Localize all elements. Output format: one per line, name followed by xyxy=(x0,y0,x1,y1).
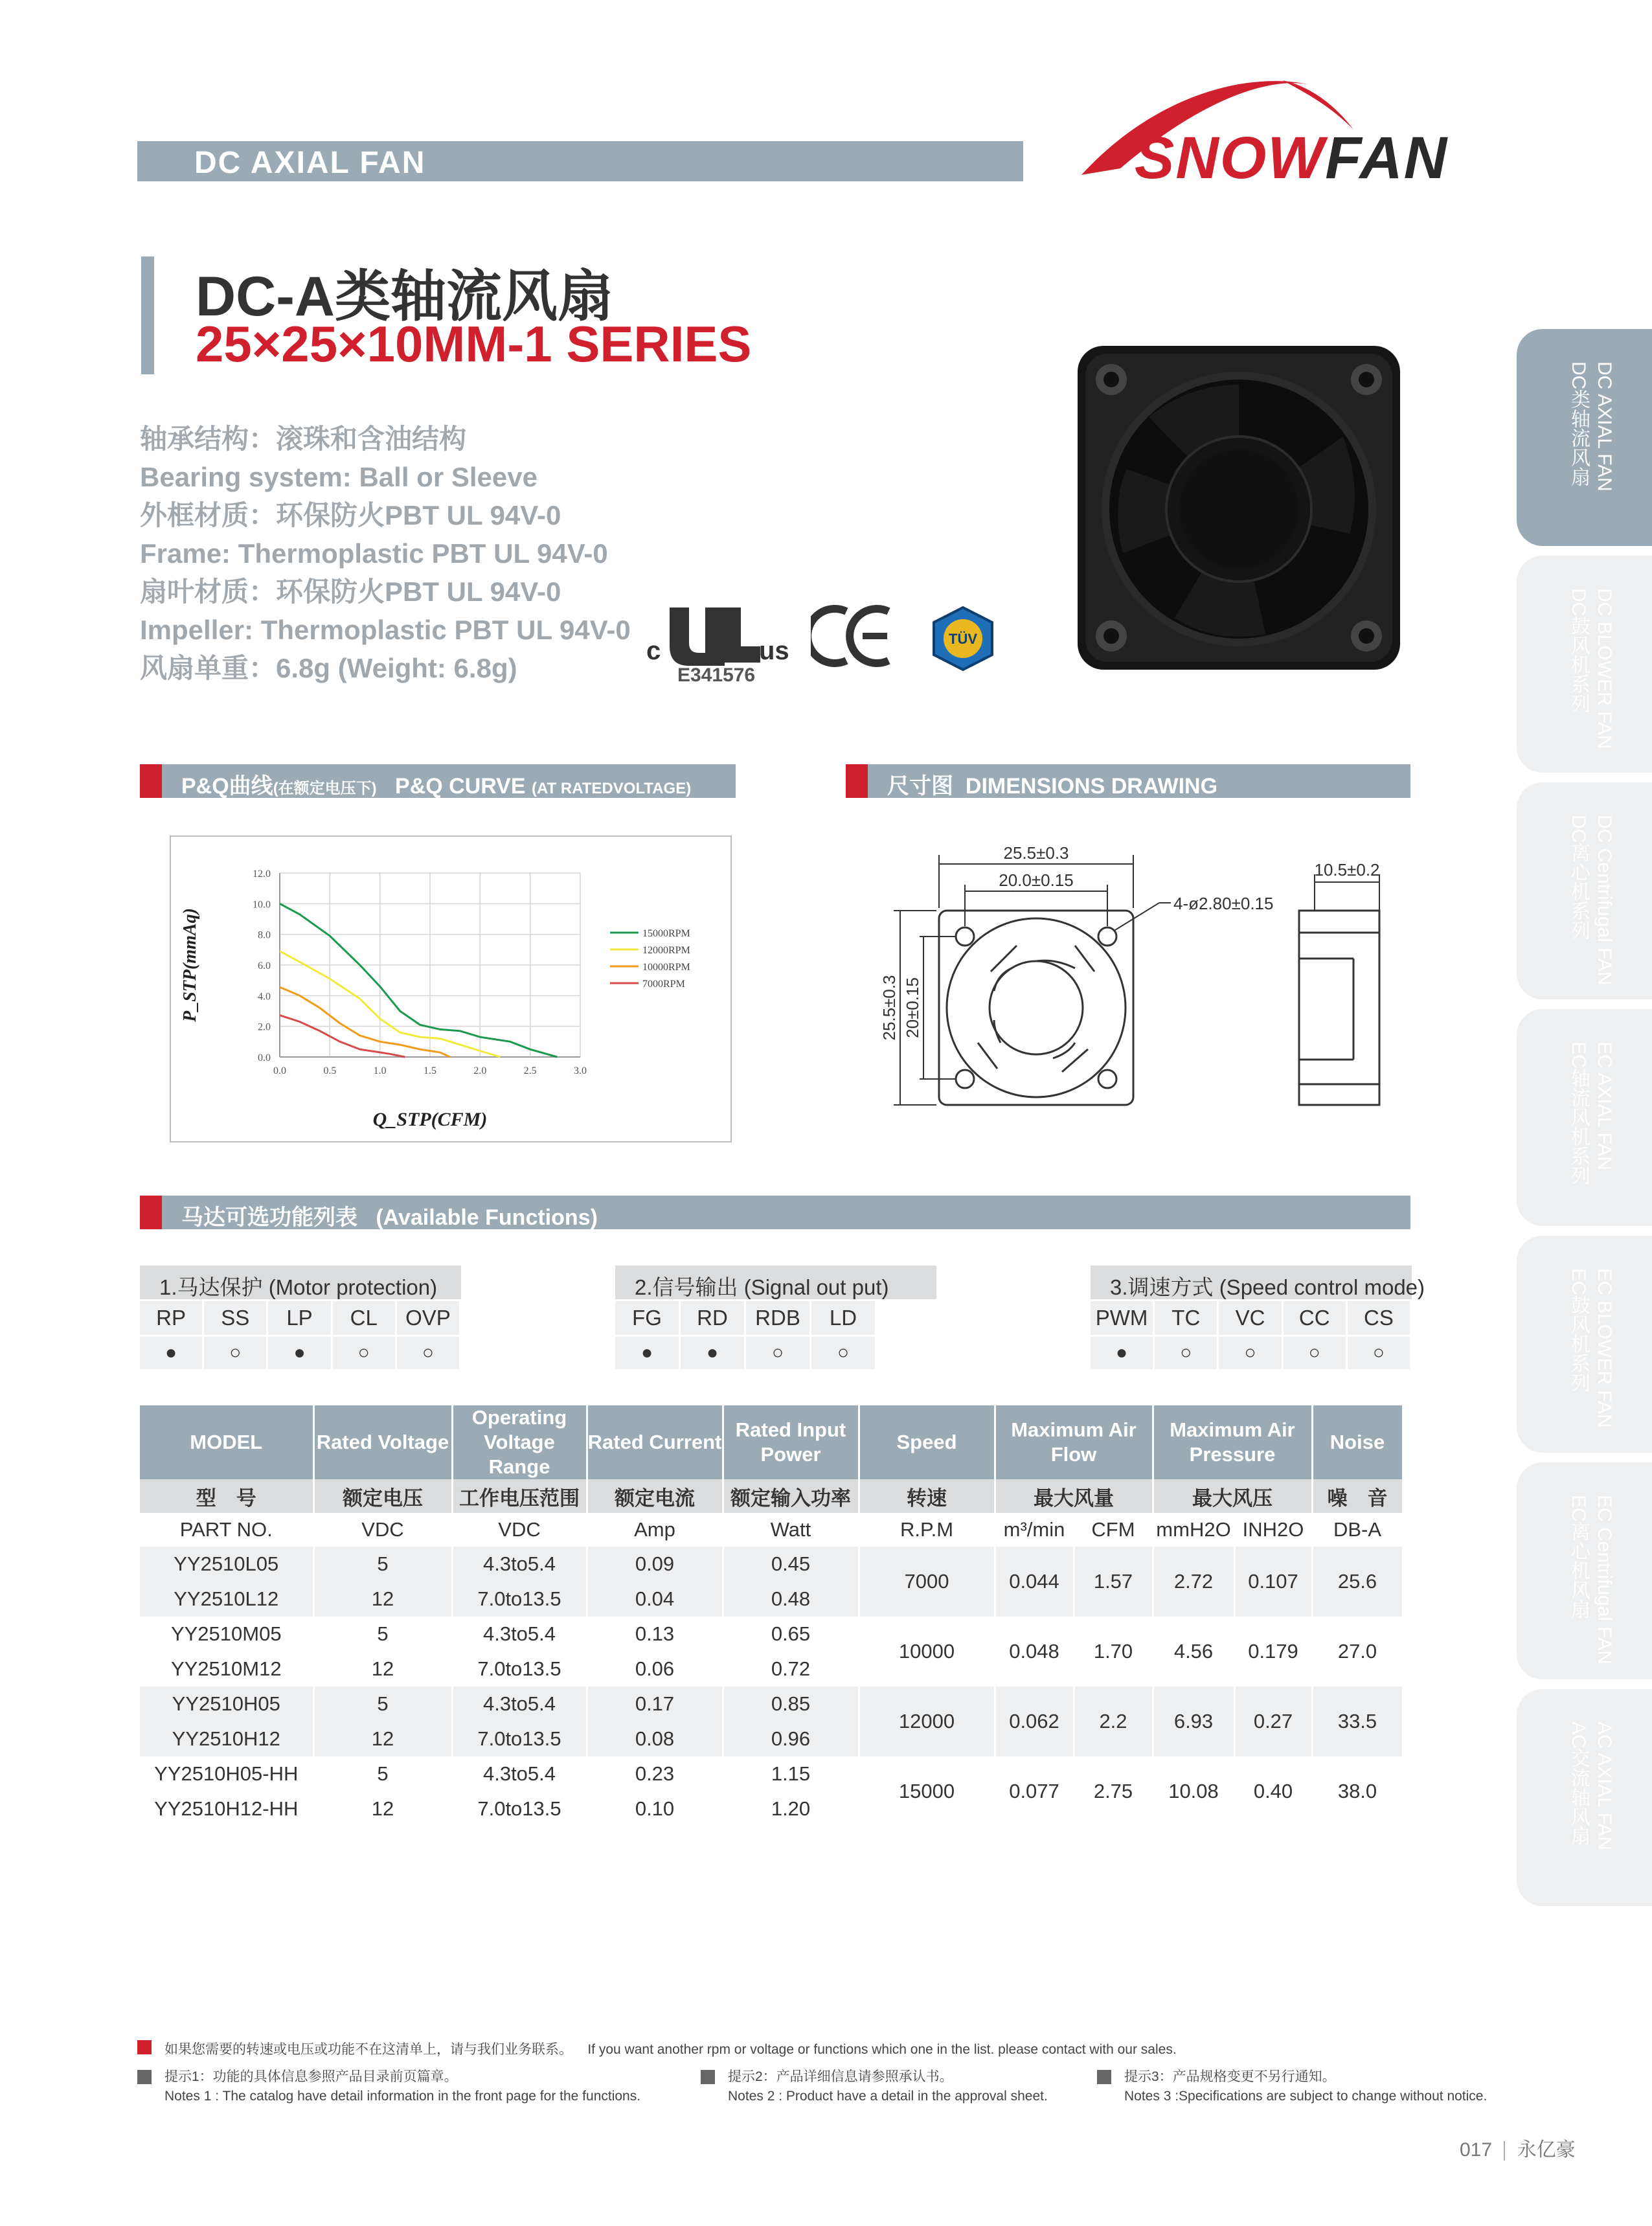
dim-cn-title: 尺寸图 xyxy=(887,774,953,799)
table-row xyxy=(140,1617,1403,1652)
spec-line: Impeller: Thermoplastic PBT UL 94V-0 xyxy=(140,615,631,645)
col-header: MODEL xyxy=(140,1405,313,1479)
cell-current: 0.13 xyxy=(587,1617,723,1652)
function-group-motor-protection xyxy=(140,1266,461,1369)
side-tab-ac-axial[interactable] xyxy=(1517,1689,1652,1906)
side-tab-label-en: AC AXIAL FAN xyxy=(1594,1721,1615,1850)
col-header-cn: 最大风压 xyxy=(1153,1479,1312,1513)
pq-cn-small: (在额定电压下) xyxy=(273,780,377,797)
dim-en-title: DIMENSIONS DRAWING xyxy=(965,774,1218,799)
col-header: Rated Voltage xyxy=(313,1405,452,1479)
spec-line: 风扇单重：6.8g (Weight: 6.8g) xyxy=(140,653,517,683)
cell-model: YY2510H05 xyxy=(140,1687,313,1721)
cell-voltage: 5 xyxy=(313,1547,452,1582)
x-tick-label: 1.5 xyxy=(424,1065,436,1076)
col-header: Maximum Air Pressure xyxy=(1153,1405,1312,1479)
cell-cfm: 1.70 xyxy=(1074,1617,1153,1687)
ul-us-text: us xyxy=(759,637,789,665)
title-rule xyxy=(141,256,154,374)
header-band xyxy=(137,141,1023,181)
cell-speed: 10000 xyxy=(859,1617,995,1687)
function-mark: ● xyxy=(140,1337,202,1369)
cell-voltage: 12 xyxy=(313,1791,452,1826)
cell-range: 7.0to13.5 xyxy=(452,1721,587,1756)
cell-power: 0.65 xyxy=(723,1617,859,1652)
table-header-row xyxy=(140,1405,1403,1479)
y-axis-label: P_STP(mmAq) xyxy=(180,908,200,1022)
note-main-cn: 如果您需要的转速或电压或功能不在这清单上，请与我们业务联系。 xyxy=(164,2042,572,2057)
dimension-drawing xyxy=(861,835,1412,1146)
cell-power: 1.15 xyxy=(723,1756,859,1791)
page-title-cn: DC-A类轴流风扇 xyxy=(196,266,613,328)
col-header-cn: 最大风量 xyxy=(995,1479,1153,1513)
series-line xyxy=(280,903,557,1057)
col-header: Noise xyxy=(1312,1405,1403,1479)
cell-range: 7.0to13.5 xyxy=(452,1652,587,1687)
function-mark: ○ xyxy=(204,1337,266,1369)
dim-pitch-label: 20.0±0.15 xyxy=(999,870,1074,890)
spec-list xyxy=(140,420,631,687)
pq-chart-svg xyxy=(171,837,730,1141)
cell-model: YY2510H05-HH xyxy=(140,1756,313,1791)
table-header-cn-row xyxy=(140,1479,1403,1513)
x-tick-label: 0.5 xyxy=(323,1065,337,1076)
cell-mmh2o: 2.72 xyxy=(1153,1547,1234,1617)
function-label: CC xyxy=(1284,1301,1346,1335)
tuv-mark-icon xyxy=(927,606,999,674)
y-tick-label: 10.0 xyxy=(253,899,271,911)
front-view xyxy=(939,911,1133,1105)
header-band-label: DC AXIAL FAN xyxy=(194,146,426,180)
side-tab-label-en: DC BLOWER FAN xyxy=(1594,588,1615,749)
cell-speed: 15000 xyxy=(859,1756,995,1826)
cell-speed: 7000 xyxy=(859,1547,995,1617)
x-tick-label: 2.5 xyxy=(523,1065,537,1076)
function-mark: ● xyxy=(268,1337,330,1369)
pq-chart xyxy=(170,835,732,1142)
y-tick-label: 4.0 xyxy=(258,991,271,1003)
functions-section-bar xyxy=(140,1196,1410,1229)
x-axis-label: Q_STP(CFM) xyxy=(372,1109,488,1130)
table-row xyxy=(140,1756,1403,1791)
col-header-cn: 噪 音 xyxy=(1312,1479,1403,1513)
col-header-cn: 额定输入功率 xyxy=(723,1479,859,1513)
y-tick-label: 8.0 xyxy=(258,929,271,941)
col-header-cn: 型 号 xyxy=(140,1479,313,1513)
x-tick-label: 3.0 xyxy=(574,1065,587,1076)
function-group-signal-output xyxy=(615,1266,936,1369)
function-mark: ● xyxy=(615,1337,679,1369)
side-tab-ec-centrifugal[interactable] xyxy=(1517,1462,1652,1679)
cell-noise: 33.5 xyxy=(1312,1687,1403,1756)
x-tick-label: 0.0 xyxy=(273,1065,286,1076)
side-tab-label-cn: EC轴流风机系列 xyxy=(1568,1041,1589,1185)
cell-current: 0.06 xyxy=(587,1652,723,1687)
ul-number: E341576 xyxy=(677,664,756,686)
col-header-cn: 额定电压 xyxy=(313,1479,452,1513)
cell-m3min: 0.062 xyxy=(995,1687,1074,1756)
cell-model: YY2510L12 xyxy=(140,1582,313,1617)
brand-fan: FAN xyxy=(1325,125,1449,191)
footer-brand: 永亿豪 xyxy=(1517,2139,1576,2161)
cell-cfm: 2.2 xyxy=(1074,1687,1153,1756)
unit-cell: DB-A xyxy=(1312,1513,1403,1547)
pq-curve-section-bar xyxy=(140,764,736,798)
pq-cn-title: P&Q曲线 xyxy=(181,774,273,799)
dim-outer-label: 25.5±0.3 xyxy=(1003,843,1069,863)
note-3-en: Notes 3 :Specifications are subject to change without notice. xyxy=(1124,2089,1488,2104)
legend-entry: 7000RPM xyxy=(642,979,685,990)
cell-noise: 38.0 xyxy=(1312,1756,1403,1826)
function-label: RDB xyxy=(746,1301,809,1335)
cell-range: 4.3to5.4 xyxy=(452,1617,587,1652)
side-tab-dc-axial[interactable] xyxy=(1517,329,1652,546)
col-header-cn: 转速 xyxy=(859,1479,995,1513)
y-tick-label: 6.0 xyxy=(258,960,271,971)
side-tab-dc-centrifugal[interactable] xyxy=(1517,782,1652,999)
tuv-text: TÜV xyxy=(949,631,977,647)
note-marker xyxy=(701,2070,715,2084)
unit-cell: PART NO. xyxy=(140,1513,313,1547)
dim-pitch-v-label: 20±0.15 xyxy=(903,977,922,1038)
series-line xyxy=(280,987,450,1057)
cell-voltage: 12 xyxy=(313,1652,452,1687)
function-group-title: 1.马达保护 (Motor protection) xyxy=(140,1266,461,1299)
side-tab-label-en: EC Centrifugal FAN xyxy=(1594,1495,1615,1664)
cell-range: 4.3to5.4 xyxy=(452,1756,587,1791)
table-row xyxy=(140,1547,1403,1582)
function-label: LP xyxy=(268,1301,330,1335)
series-line xyxy=(280,1016,405,1057)
function-mark: ○ xyxy=(1284,1337,1346,1369)
cell-m3min: 0.048 xyxy=(995,1617,1074,1687)
function-mark: ○ xyxy=(1219,1337,1281,1369)
cell-inh2o: 0.107 xyxy=(1234,1547,1312,1617)
function-mark: ● xyxy=(681,1337,744,1369)
unit-cell: Amp xyxy=(587,1513,723,1547)
note-main-en: If you want another rpm or voltage or functions which one in the list. please contact with our sales. xyxy=(587,2042,1177,2057)
col-header: Rated Input Power xyxy=(723,1405,859,1479)
note-marker-red xyxy=(137,2040,152,2054)
function-mark: ○ xyxy=(1155,1337,1217,1369)
cell-voltage: 12 xyxy=(313,1721,452,1756)
cell-mmh2o: 4.56 xyxy=(1153,1617,1234,1687)
ul-cert-icon xyxy=(644,601,793,669)
spec-line: 扇叶材质：环保防火PBT UL 94V-0 xyxy=(140,576,561,607)
side-tab-ec-axial[interactable] xyxy=(1517,1009,1652,1226)
cell-voltage: 5 xyxy=(313,1687,452,1721)
page-number: 017 xyxy=(1460,2139,1493,2161)
side-view xyxy=(1299,911,1379,1105)
spec-table xyxy=(140,1405,1404,1826)
function-label: LD xyxy=(811,1301,875,1335)
dim-thickness-label: 10.5±0.2 xyxy=(1314,860,1380,880)
function-mark: ○ xyxy=(1348,1337,1410,1369)
cell-inh2o: 0.179 xyxy=(1234,1617,1312,1687)
func-cn-title: 马达可选功能列表 xyxy=(181,1205,357,1230)
cell-cfm: 2.75 xyxy=(1074,1756,1153,1826)
note-marker xyxy=(1097,2070,1111,2084)
side-tab-label-en: DC Centrifugal FAN xyxy=(1594,815,1615,986)
function-label: SS xyxy=(204,1301,266,1335)
function-mark: ○ xyxy=(333,1337,395,1369)
cell-current: 0.10 xyxy=(587,1791,723,1826)
unit-cell: R.P.M xyxy=(859,1513,995,1547)
side-tab-label-en: EC BLOWER FAN xyxy=(1594,1268,1615,1428)
cell-current: 0.17 xyxy=(587,1687,723,1721)
cell-model: YY2510H12 xyxy=(140,1721,313,1756)
col-header: Rated Current xyxy=(587,1405,723,1479)
note-3 xyxy=(1124,2067,1487,2106)
dim-lines xyxy=(894,855,1379,1105)
cell-mmh2o: 10.08 xyxy=(1153,1756,1234,1826)
cell-power: 0.72 xyxy=(723,1652,859,1687)
function-mark: ● xyxy=(1091,1337,1153,1369)
note-1 xyxy=(164,2067,640,2106)
cell-inh2o: 0.40 xyxy=(1234,1756,1312,1826)
cell-range: 7.0to13.5 xyxy=(452,1582,587,1617)
cell-speed: 12000 xyxy=(859,1687,995,1756)
legend-entry: 10000RPM xyxy=(642,962,690,973)
legend-entry: 15000RPM xyxy=(642,928,690,939)
note-1-en: Notes 1 : The catalog have detail information in the front page for the functions. xyxy=(164,2089,641,2104)
function-group-title: 2.信号输出 (Signal out put) xyxy=(615,1266,936,1299)
function-group-title: 3.调速方式 (Speed control mode) xyxy=(1091,1266,1412,1299)
side-tab-label-cn: DC离心机系列 xyxy=(1568,815,1589,940)
dim-holes-label: 4-ø2.80±0.15 xyxy=(1173,894,1274,913)
unit-cell: INH2O xyxy=(1234,1513,1312,1547)
table-row xyxy=(140,1687,1403,1721)
side-tab-ec-blower[interactable] xyxy=(1517,1236,1652,1453)
cell-power: 0.45 xyxy=(723,1547,859,1582)
x-tick-label: 1.0 xyxy=(373,1065,387,1076)
unit-cell: m³/min xyxy=(995,1513,1074,1547)
function-label: PWM xyxy=(1091,1301,1153,1335)
pq-en-small: (AT RATEDVOLTAGE) xyxy=(532,780,692,797)
function-label: RD xyxy=(681,1301,744,1335)
unit-cell: VDC xyxy=(313,1513,452,1547)
cell-current: 0.09 xyxy=(587,1547,723,1582)
function-label: OVP xyxy=(397,1301,459,1335)
function-group-speed-control xyxy=(1091,1266,1425,1369)
function-mark: ○ xyxy=(811,1337,875,1369)
brand-snow: SNOW xyxy=(1135,125,1326,191)
cell-voltage: 5 xyxy=(313,1617,452,1652)
cell-power: 0.96 xyxy=(723,1721,859,1756)
cell-power: 0.85 xyxy=(723,1687,859,1721)
cell-model: YY2510H12-HH xyxy=(140,1791,313,1826)
cell-noise: 25.6 xyxy=(1312,1547,1403,1617)
dim-outer-v-label: 25.5±0.3 xyxy=(879,975,899,1041)
side-tab-label-en: DC AXIAL FAN xyxy=(1594,361,1615,492)
table-unit-row xyxy=(140,1513,1403,1547)
side-tab-label-en: EC AXIAL FAN xyxy=(1594,1041,1615,1170)
side-tab-label-cn: EC鼓风机系列 xyxy=(1568,1268,1589,1392)
note-marker xyxy=(137,2070,152,2084)
snowfan-logo xyxy=(1075,71,1464,201)
function-label: TC xyxy=(1155,1301,1217,1335)
y-tick-label: 0.0 xyxy=(258,1052,271,1063)
col-header: Operating Voltage Range xyxy=(452,1405,587,1479)
cell-range: 4.3to5.4 xyxy=(452,1547,587,1582)
unit-cell: mmH2O xyxy=(1153,1513,1234,1547)
note-2-cn: 提示2：产品详细信息请参照承认书。 xyxy=(728,2069,953,2084)
cell-current: 0.23 xyxy=(587,1756,723,1791)
cell-power: 1.20 xyxy=(723,1791,859,1826)
unit-cell: CFM xyxy=(1074,1513,1153,1547)
note-2-en: Notes 2 : Product have a detail in the approval sheet. xyxy=(728,2089,1048,2104)
func-en-title: (Available Functions) xyxy=(376,1205,598,1230)
page-footer xyxy=(1460,2133,1576,2162)
col-header: Speed xyxy=(859,1405,995,1479)
spec-line: 轴承结构：滚珠和含油结构 xyxy=(140,424,467,454)
spec-line: Bearing system: Ball or Sleeve xyxy=(140,462,537,492)
side-tab-label-cn: EC离心机风扇 xyxy=(1568,1495,1589,1619)
spec-line: 外框材质：环保防火PBT UL 94V-0 xyxy=(140,500,561,530)
col-header: Maximum Air Flow xyxy=(995,1405,1153,1479)
function-label: CS xyxy=(1348,1301,1410,1335)
cell-voltage: 5 xyxy=(313,1756,452,1791)
unit-cell: VDC xyxy=(452,1513,587,1547)
cell-model: YY2510M05 xyxy=(140,1617,313,1652)
note-2 xyxy=(728,2067,1048,2106)
cell-voltage: 12 xyxy=(313,1582,452,1617)
cell-range: 4.3to5.4 xyxy=(452,1687,587,1721)
fan-product-image xyxy=(1071,339,1407,676)
cell-inh2o: 0.27 xyxy=(1234,1687,1312,1756)
function-mark: ○ xyxy=(397,1337,459,1369)
note-3-cn: 提示3：产品规格变更不另行通知。 xyxy=(1124,2069,1336,2084)
col-header-cn: 工作电压范围 xyxy=(452,1479,587,1513)
cell-model: YY2510L05 xyxy=(140,1547,313,1582)
cell-mmh2o: 6.93 xyxy=(1153,1687,1234,1756)
cell-m3min: 0.077 xyxy=(995,1756,1074,1826)
note-1-cn: 提示1：功能的具体信息参照产品目录前页篇章。 xyxy=(164,2069,458,2084)
side-tab-label-cn: DC鼓风机系列 xyxy=(1568,588,1589,714)
x-tick-label: 2.0 xyxy=(473,1065,487,1076)
col-header-cn: 额定电流 xyxy=(587,1479,723,1513)
cell-current: 0.08 xyxy=(587,1721,723,1756)
side-tab-label-cn: AC交流轴风扇 xyxy=(1568,1721,1589,1846)
pq-en-title: P&Q CURVE xyxy=(395,774,526,799)
cell-model: YY2510M12 xyxy=(140,1652,313,1687)
cell-current: 0.04 xyxy=(587,1582,723,1617)
page-title-en: 25×25×10MM-1 SERIES xyxy=(196,315,752,372)
cell-power: 0.48 xyxy=(723,1582,859,1617)
y-tick-label: 2.0 xyxy=(258,1021,271,1033)
unit-cell: Watt xyxy=(723,1513,859,1547)
function-label: RP xyxy=(140,1301,202,1335)
ce-mark-icon xyxy=(811,604,895,672)
dimensions-section-bar xyxy=(846,764,1410,798)
function-label: FG xyxy=(615,1301,679,1335)
function-mark: ○ xyxy=(746,1337,809,1369)
ul-c-text: c xyxy=(646,637,661,665)
side-tab-label-cn: DC类轴流风扇 xyxy=(1568,361,1589,487)
brand-wordmark xyxy=(1135,124,1448,192)
legend-entry: 12000RPM xyxy=(642,945,690,956)
note-main xyxy=(164,2039,1177,2058)
side-tab-dc-blower[interactable] xyxy=(1517,556,1652,773)
y-tick-label: 12.0 xyxy=(253,869,271,880)
cell-range: 7.0to13.5 xyxy=(452,1791,587,1826)
cell-cfm: 1.57 xyxy=(1074,1547,1153,1617)
function-label: CL xyxy=(333,1301,395,1335)
cell-m3min: 0.044 xyxy=(995,1547,1074,1617)
spec-line: Frame: Thermoplastic PBT UL 94V-0 xyxy=(140,538,608,569)
function-label: VC xyxy=(1219,1301,1281,1335)
cell-noise: 27.0 xyxy=(1312,1617,1403,1687)
